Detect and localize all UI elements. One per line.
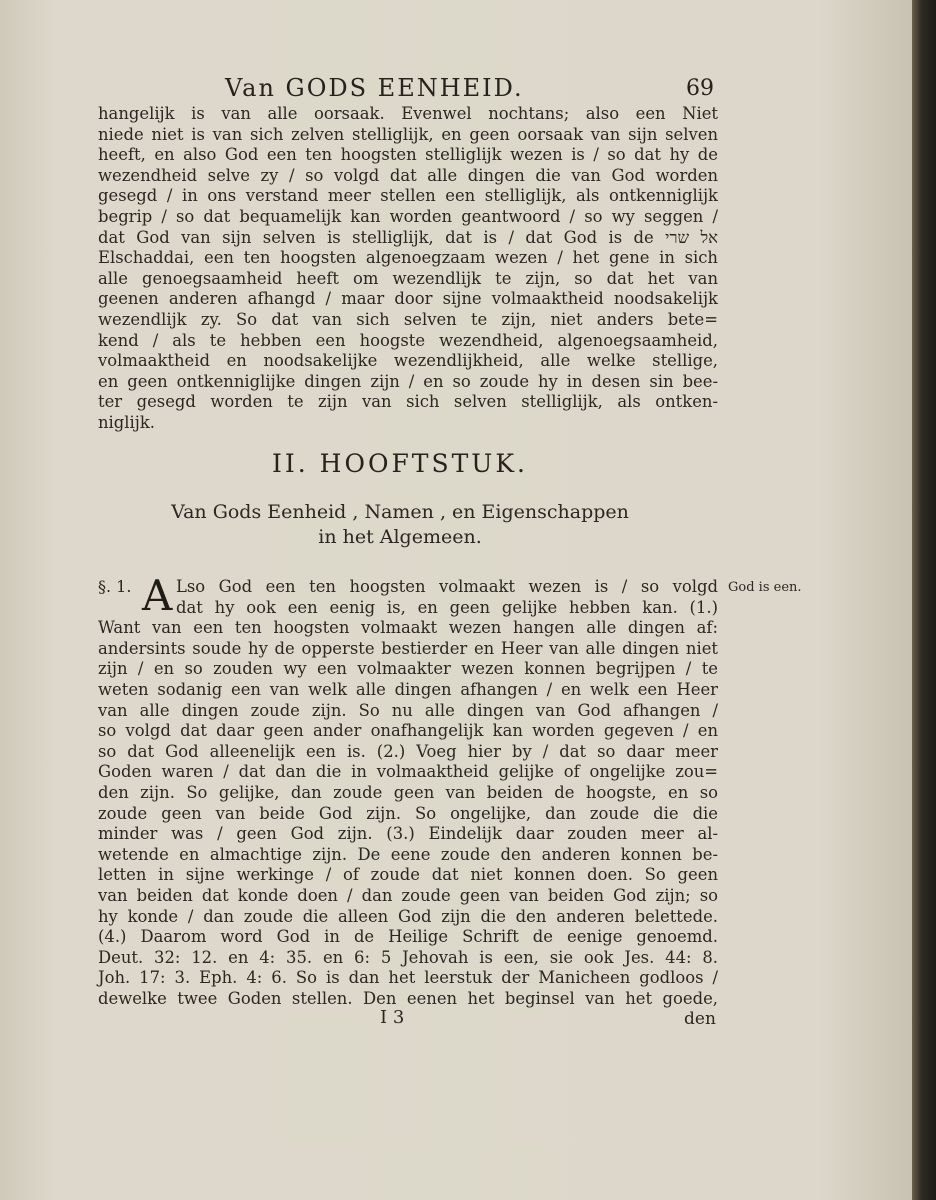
catchword: den xyxy=(684,1009,716,1029)
text-line: van alle dingen zoude zijn. So nu alle dingen van God afhangen / xyxy=(98,700,718,720)
text-line: Want van een ten hoogsten volmaakt wezen hangen alle dingen af: xyxy=(98,618,718,638)
text-line: zoude geen van beide God zijn. So ongelijke, dan zoude die die xyxy=(98,803,718,823)
text-line: hy konde / dan zoude die alleen God zijn die den anderen belettede. xyxy=(98,906,718,926)
chapter-heading: II. HOOFTSTUK. xyxy=(272,449,528,478)
text-line: gesegd / in ons verstand meer stellen een stelliglijk, als ontkenniglijk xyxy=(98,186,718,206)
text-line: dewelke twee Goden stellen. Den eenen het beginsel van het goede, xyxy=(98,988,718,1008)
marginal-note: God is een. xyxy=(728,580,802,595)
signature-mark: I 3 xyxy=(380,1007,405,1028)
chapter-title xyxy=(0,500,800,550)
running-head: Van GODS EENHEID. xyxy=(225,74,524,102)
chapter-title-line: Van Gods Eenheid , Namen , en Eigenschappen xyxy=(171,501,629,523)
text-line: en geen ontkenniglijke dingen zijn / en so zoude hy in desen sin bee- xyxy=(98,371,718,391)
page-header xyxy=(0,74,912,104)
text-line: Goden waren / dat dan die in volmaaktheid gelijke of ongelijke zou= xyxy=(98,762,718,782)
text-line: ter gesegd worden te zijn van sich selven stelliglijk, als ontken- xyxy=(98,392,718,412)
text-line: niglijk. xyxy=(98,412,155,432)
text-line: letten in sijne werkinge / of zoude dat niet konnen doen. So geen xyxy=(98,865,718,885)
dropcap-lines xyxy=(98,571,718,620)
section-paragraph xyxy=(98,571,718,1009)
text-line: (4.) Daarom word God in de Heilige Schrift de eenige genoemd. xyxy=(98,927,718,947)
text-line: van beiden dat konde doen / dan zoude geen van beiden God zijn; so xyxy=(98,885,718,905)
top-paragraph xyxy=(98,104,718,434)
text-line: minder was / geen God zijn. (3.) Eindelijk daar zouden meer al- xyxy=(98,824,718,844)
text-line: Elschaddai, een ten hoogsten algenoegzaam wezen / het gene in sich xyxy=(98,248,718,268)
text-line: so volgd dat daar geen ander onafhangelijk kan worden gegeven / en xyxy=(98,721,718,741)
text-line: alle genoegsaamheid heeft om wezendlijk te zijn, so dat het van xyxy=(98,268,718,288)
book-edge xyxy=(912,0,936,1200)
text-line: geenen anderen afhangd / maar door sijne volmaaktheid noodsakelijk xyxy=(98,289,718,309)
text-line: Lso God een ten hoogsten volmaakt wezen is / so volgd xyxy=(176,577,718,596)
text-line: wezendheid selve zy / so volgd dat alle dingen die van God worden xyxy=(98,165,718,185)
text-line: niede niet is van sich zelven stelliglijk, en geen oorsaak van sijn selven xyxy=(98,124,718,144)
text-line: so dat God alleenelijk een is. (2.) Voeg hier by / dat so daar meer xyxy=(98,741,718,761)
text-line: Joh. 17: 3. Eph. 4: 6. So is dan het leerstuk der Manicheen godloos / xyxy=(98,968,718,988)
text-line: begrip / so dat bequamelijk kan worden geantwoord / so wy seggen / xyxy=(98,206,718,226)
text-line: andersints soude hy de opperste bestierder en Heer van alle dingen niet xyxy=(98,638,718,658)
page-number: 69 xyxy=(686,76,714,101)
text-line: zijn / en so zouden wy een volmaakter wezen konnen begrijpen / te xyxy=(98,659,718,679)
text-line: dat hy ook een eenig is, en geen gelijke hebben kan. (1.) xyxy=(176,597,718,617)
text-line: volmaaktheid en noodsakelijke wezendlijkheid, alle welke stellige, xyxy=(98,351,718,371)
text-line: kend / als te hebben een hoogste wezendheid, algenoegsaamheid, xyxy=(98,330,718,350)
text-line: heeft, en also God een ten hoogsten stelliglijk wezen is / so dat hy de xyxy=(98,145,718,165)
text-line: den zijn. So gelijke, dan zoude geen van beiden de hoogste, en so xyxy=(98,782,718,802)
text-line: dat God van sijn selven is stelliglijk, dat is / dat God is de אל שרי xyxy=(98,227,718,247)
text-line: hangelijk is van alle oorsaak. Evenwel nochtans; also een Niet xyxy=(98,104,718,123)
text-line: Deut. 32: 12. en 4: 35. en 6: 5 Jehovah is een, sie ook Jes. 44: 8. xyxy=(98,947,718,967)
chapter-title-line: in het Algemeen. xyxy=(318,526,482,548)
text-line: wetende en almachtige zijn. De eene zoude den anderen konnen be- xyxy=(98,844,718,864)
section-marker: §. 1. xyxy=(98,577,132,596)
text-line: weten sodanig een van welk alle dingen afhangen / en welk een Heer xyxy=(98,679,718,699)
drop-cap: A xyxy=(142,571,173,620)
text-line: wezendlijk zy. So dat van sich selven te zijn, niet anders bete= xyxy=(98,309,718,329)
